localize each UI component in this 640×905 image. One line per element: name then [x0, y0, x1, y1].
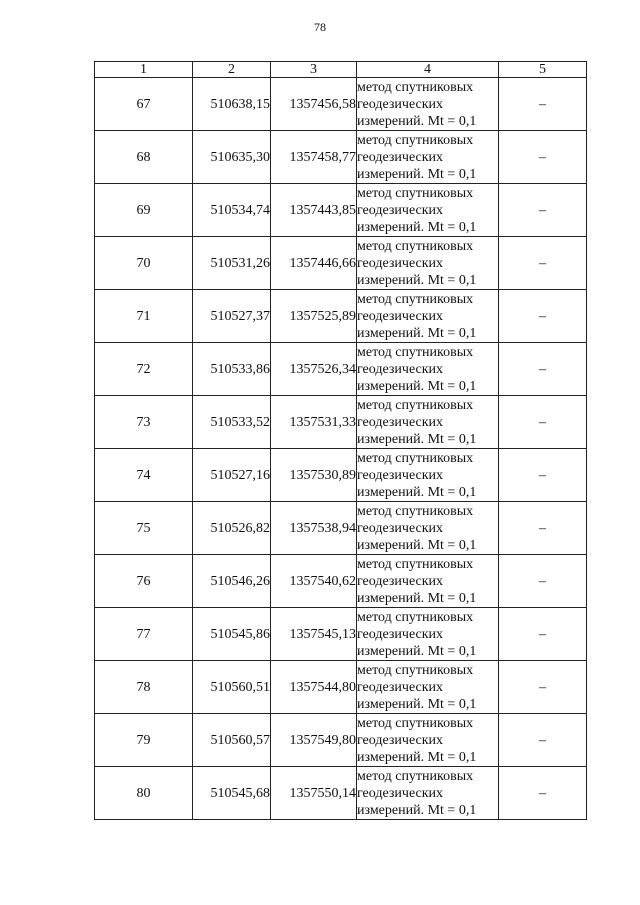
method-text-line: геодезических [357, 255, 444, 271]
y-coordinate-cell: 1357446,66 [271, 237, 357, 290]
table-row [95, 767, 587, 820]
point-number-cell: 76 [95, 555, 193, 608]
method-text-line: метод спутниковых [357, 715, 474, 731]
table-row [95, 555, 587, 608]
x-coordinate-cell: 510526,82 [193, 502, 271, 555]
method-text-line: геодезических [357, 361, 444, 377]
y-coordinate-cell: 1357458,77 [271, 131, 357, 184]
method-text-line: измерений. Mt = 0,1 [357, 219, 477, 235]
method-cell [357, 714, 499, 767]
coordinates-table [94, 61, 587, 820]
method-text-line: метод спутниковых [357, 503, 474, 519]
method-text-line: метод спутниковых [357, 397, 474, 413]
point-number-cell: 74 [95, 449, 193, 502]
table-row [95, 396, 587, 449]
point-number-cell: 69 [95, 184, 193, 237]
note-cell: – [499, 502, 587, 555]
point-number-cell: 73 [95, 396, 193, 449]
point-number-cell: 79 [95, 714, 193, 767]
note-cell: – [499, 237, 587, 290]
method-text-line: измерений. Mt = 0,1 [357, 113, 477, 129]
x-coordinate-cell: 510560,57 [193, 714, 271, 767]
table-row [95, 237, 587, 290]
table-row [95, 78, 587, 131]
header-col-1: 1 [95, 62, 193, 78]
method-text-line: геодезических [357, 96, 444, 112]
table-row [95, 714, 587, 767]
method-text-line: измерений. Mt = 0,1 [357, 484, 477, 500]
header-col-3: 3 [271, 62, 357, 78]
note-cell: – [499, 78, 587, 131]
point-number-cell: 77 [95, 608, 193, 661]
method-text-line: геодезических [357, 732, 444, 748]
method-cell [357, 290, 499, 343]
y-coordinate-cell: 1357456,58 [271, 78, 357, 131]
method-cell [357, 608, 499, 661]
method-cell [357, 502, 499, 555]
y-coordinate-cell: 1357530,89 [271, 449, 357, 502]
method-text-line: измерений. Mt = 0,1 [357, 590, 477, 606]
method-cell [357, 661, 499, 714]
x-coordinate-cell: 510546,26 [193, 555, 271, 608]
header-col-2: 2 [193, 62, 271, 78]
method-text-line: метод спутниковых [357, 344, 474, 360]
method-cell [357, 78, 499, 131]
method-text-line: метод спутниковых [357, 291, 474, 307]
method-text-line: измерений. Mt = 0,1 [357, 272, 477, 288]
table-row [95, 290, 587, 343]
y-coordinate-cell: 1357531,33 [271, 396, 357, 449]
point-number-cell: 67 [95, 78, 193, 131]
x-coordinate-cell: 510545,86 [193, 608, 271, 661]
page-number: 78 [314, 20, 326, 34]
x-coordinate-cell: 510534,74 [193, 184, 271, 237]
point-number-cell: 70 [95, 237, 193, 290]
note-cell: – [499, 767, 587, 820]
table-row [95, 449, 587, 502]
y-coordinate-cell: 1357526,34 [271, 343, 357, 396]
x-coordinate-cell: 510635,30 [193, 131, 271, 184]
y-coordinate-cell: 1357525,89 [271, 290, 357, 343]
method-text-line: геодезических [357, 520, 444, 536]
note-cell: – [499, 555, 587, 608]
method-text-line: измерений. Mt = 0,1 [357, 166, 477, 182]
method-cell [357, 396, 499, 449]
point-number-cell: 68 [95, 131, 193, 184]
method-cell [357, 237, 499, 290]
method-text-line: геодезических [357, 785, 444, 801]
note-cell: – [499, 131, 587, 184]
x-coordinate-cell: 510527,37 [193, 290, 271, 343]
method-text-line: метод спутниковых [357, 79, 474, 95]
method-text-line: метод спутниковых [357, 662, 474, 678]
note-cell: – [499, 343, 587, 396]
method-cell [357, 343, 499, 396]
note-cell: – [499, 714, 587, 767]
note-cell: – [499, 661, 587, 714]
method-text-line: измерений. Mt = 0,1 [357, 431, 477, 447]
method-text-line: метод спутниковых [357, 768, 474, 784]
x-coordinate-cell: 510533,52 [193, 396, 271, 449]
table-row [95, 343, 587, 396]
x-coordinate-cell: 510638,15 [193, 78, 271, 131]
y-coordinate-cell: 1357549,80 [271, 714, 357, 767]
y-coordinate-cell: 1357538,94 [271, 502, 357, 555]
method-text-line: метод спутниковых [357, 185, 474, 201]
y-coordinate-cell: 1357540,62 [271, 555, 357, 608]
point-number-cell: 71 [95, 290, 193, 343]
x-coordinate-cell: 510545,68 [193, 767, 271, 820]
table-row [95, 661, 587, 714]
method-text-line: метод спутниковых [357, 609, 474, 625]
note-cell: – [499, 184, 587, 237]
x-coordinate-cell: 510531,26 [193, 237, 271, 290]
method-text-line: геодезических [357, 679, 444, 695]
y-coordinate-cell: 1357544,80 [271, 661, 357, 714]
method-cell [357, 555, 499, 608]
note-cell: – [499, 449, 587, 502]
header-col-4: 4 [357, 62, 499, 78]
table-row [95, 608, 587, 661]
point-number-cell: 75 [95, 502, 193, 555]
method-text-line: измерений. Mt = 0,1 [357, 643, 477, 659]
method-text-line: измерений. Mt = 0,1 [357, 378, 477, 394]
method-text-line: геодезических [357, 308, 444, 324]
note-cell: – [499, 608, 587, 661]
y-coordinate-cell: 1357550,14 [271, 767, 357, 820]
table-row [95, 131, 587, 184]
method-text-line: измерений. Mt = 0,1 [357, 537, 477, 553]
point-number-cell: 72 [95, 343, 193, 396]
method-text-line: геодезических [357, 467, 444, 483]
method-cell [357, 767, 499, 820]
point-number-cell: 80 [95, 767, 193, 820]
method-text-line: измерений. Mt = 0,1 [357, 802, 477, 818]
table-body [95, 78, 587, 820]
method-text-line: измерений. Mt = 0,1 [357, 749, 477, 765]
method-text-line: метод спутниковых [357, 450, 474, 466]
note-cell: – [499, 396, 587, 449]
method-cell [357, 131, 499, 184]
header-col-5: 5 [499, 62, 587, 78]
method-text-line: измерений. Mt = 0,1 [357, 696, 477, 712]
x-coordinate-cell: 510533,86 [193, 343, 271, 396]
table-header-row [95, 62, 587, 78]
method-text-line: геодезических [357, 573, 444, 589]
method-text-line: геодезических [357, 626, 444, 642]
method-cell [357, 184, 499, 237]
method-text-line: геодезических [357, 202, 444, 218]
y-coordinate-cell: 1357443,85 [271, 184, 357, 237]
method-cell [357, 449, 499, 502]
method-text-line: геодезических [357, 414, 444, 430]
point-number-cell: 78 [95, 661, 193, 714]
method-text-line: метод спутниковых [357, 132, 474, 148]
method-text-line: измерений. Mt = 0,1 [357, 325, 477, 341]
table-row [95, 502, 587, 555]
method-text-line: геодезических [357, 149, 444, 165]
method-text-line: метод спутниковых [357, 556, 474, 572]
x-coordinate-cell: 510560,51 [193, 661, 271, 714]
x-coordinate-cell: 510527,16 [193, 449, 271, 502]
note-cell: – [499, 290, 587, 343]
table-row [95, 184, 587, 237]
method-text-line: метод спутниковых [357, 238, 474, 254]
y-coordinate-cell: 1357545,13 [271, 608, 357, 661]
